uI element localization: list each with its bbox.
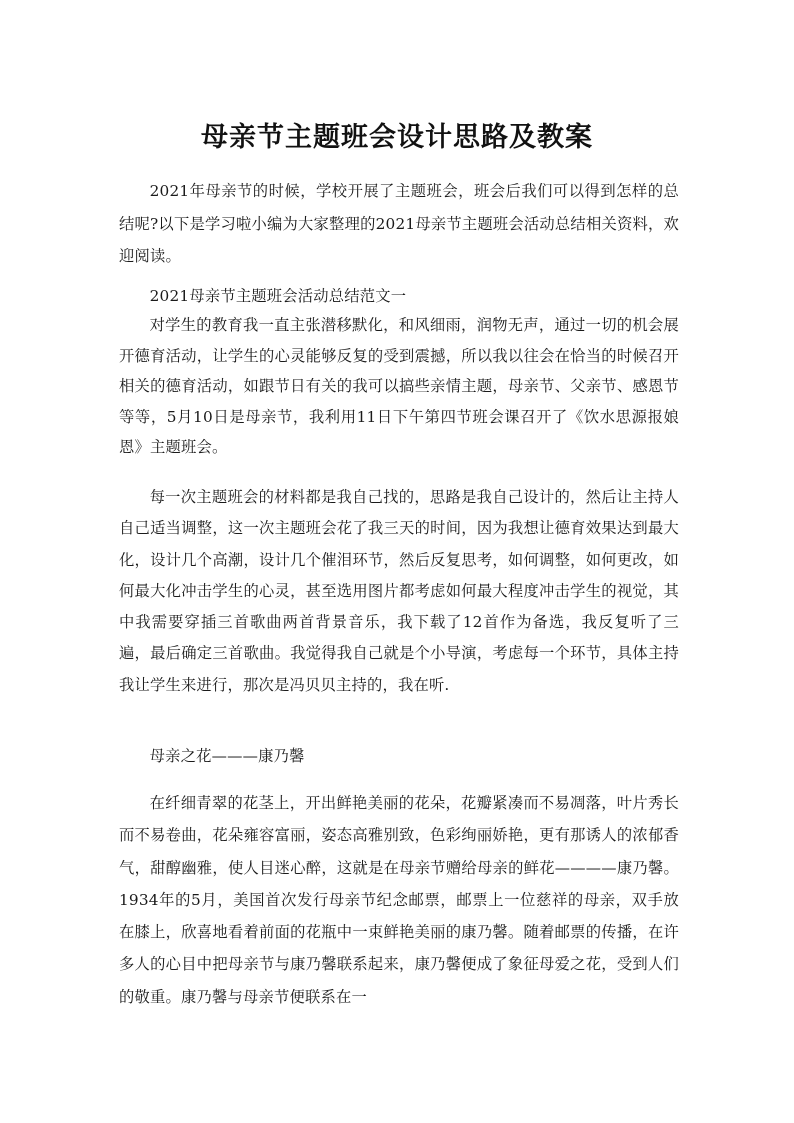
body-paragraph-2: 每一次主题班会的材料都是我自己找的，思路是我自己设计的，然后让主持人自己适当调整，这一次主题班会花了我三天的时间，因为我想让德育效果达到最大化，设计几个高潮，设计几个催泪环节，然后反复思考，如何调整，如何更改，如何最大化冲击学生的心灵，甚至选用图片都考虑如何最大程度冲击学生的视觉，其中我需要穿插三首歌曲两首背景音乐，我下载了12首作为备选，我反复听了三遍，最后确定三首歌曲。我觉得我自己就是个小导演，考虑每一个环节，具体主持我让学生来进行，那次是冯贝贝主持的，我在听.	[119, 488, 679, 694]
intro-paragraph: 2021年母亲节的时候，学校开展了主题班会，班会后我们可以得到怎样的总结呢?以下是学习啦小编为大家整理的2021母亲节主题班会活动总结相关资料，欢迎阅读。	[119, 182, 679, 265]
body-paragraph-1: 对学生的教育我一直主张潜移默化，和风细雨，润物无声，通过一切的机会展开德育活动，让学生的心灵能够反复的受到震撼，所以我以往会在恰当的时候召开相关的德育活动，如跟节日有关的我可以搞些亲情主题，母亲节、父亲节、感恩节等等，5月10日是母亲节，我利用11日下午第四节班会课召开了《饮水思源报娘恩》主题班会。	[119, 316, 679, 457]
document-title: 母亲节主题班会设计思路及教案	[201, 122, 593, 153]
subheading-carnation: 母亲之花———康乃馨	[149, 747, 305, 765]
section-heading: 2021母亲节主题班会活动总结范文一	[149, 287, 407, 305]
body-paragraph-3: 在纤细青翠的花茎上，开出鲜艳美丽的花朵，花瓣紧凑而不易凋落，叶片秀长而不易卷曲，花朵雍容富丽，姿态高雅别致，色彩绚丽娇艳，更有那诱人的浓郁香气，甜醇幽雅，使人目迷心醉，这就是在母亲节赠给母亲的鲜花————康乃馨。 1934年的5月，美国首次发行母亲节纪念邮票，邮票上一位慈祥的母亲，双手放在膝上，欣喜地看着前面的花瓶中一束鲜艳美丽的康乃馨。随着邮票的传播，在许多人的心目中把母亲节与康乃馨联系起来，康乃馨便成了象征母爱之花，受到人们的敬重。康乃馨与母亲节便联系在一	[119, 794, 679, 1006]
